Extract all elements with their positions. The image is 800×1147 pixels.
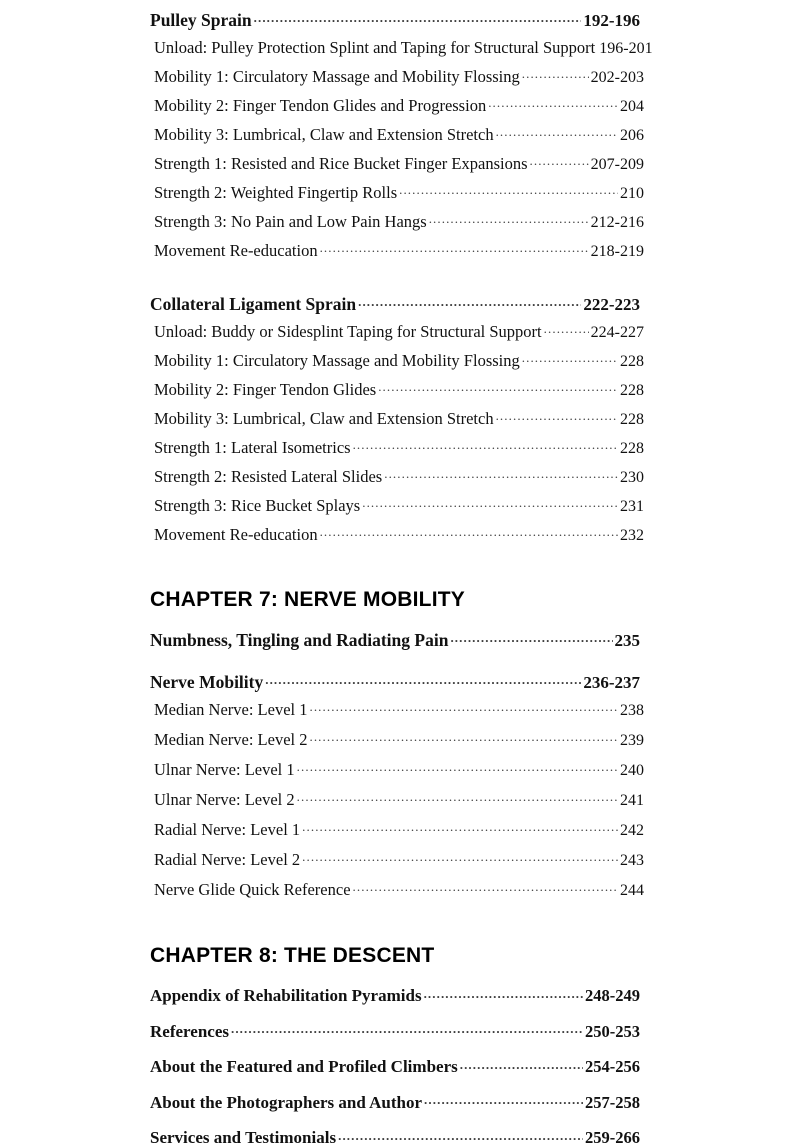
dot-leader	[358, 292, 581, 310]
dot-leader	[297, 788, 618, 805]
toc-entry	[150, 123, 644, 144]
toc-entry	[150, 152, 644, 173]
group-spacer	[150, 268, 640, 290]
dot-leader	[522, 65, 589, 82]
toc-entry-page: 212-216	[590, 213, 644, 231]
toc-entry	[150, 65, 644, 86]
toc-entry-page: 254-256	[585, 1057, 640, 1076]
toc-entry-page: 202-203	[590, 68, 644, 86]
dot-leader	[320, 523, 618, 540]
dot-leader	[488, 94, 618, 111]
toc-entry-label: Appendix of Rehabilitation Pyramids	[150, 986, 422, 1005]
toc-entry-label: Unload: Pulley Protection Splint and Taping for Structural Support	[154, 37, 596, 57]
dot-leader	[522, 349, 618, 366]
toc-entry	[150, 465, 644, 486]
dot-leader	[424, 984, 583, 1001]
toc-entry	[150, 349, 644, 370]
toc-entry-label: Movement Re-education	[154, 524, 318, 544]
toc-entry	[150, 523, 644, 544]
toc-entry-page: 228	[620, 381, 644, 399]
toc-entry-page: 192-196	[583, 10, 640, 30]
toc-entry-label: Mobility 1: Circulatory Massage and Mobility Flossing	[154, 66, 520, 86]
chapter-7-block	[150, 588, 644, 899]
toc-section-head	[150, 1020, 640, 1041]
toc-entry	[150, 378, 644, 399]
toc-entry-page: 222-223	[583, 294, 640, 314]
toc-entry-label: References	[150, 1021, 229, 1041]
dot-leader	[450, 628, 612, 646]
toc-entry-page: 218-219	[590, 242, 644, 260]
toc-entry-label: Movement Re-education	[154, 240, 318, 260]
dot-leader	[530, 152, 589, 169]
toc-entry	[150, 181, 644, 202]
toc-entry-page: 236-237	[583, 672, 640, 692]
toc-entry	[150, 436, 644, 457]
toc-entry-label: Strength 3: No Pain and Low Pain Hangs	[154, 211, 427, 231]
dot-leader	[544, 320, 589, 337]
toc-entry-label: Unload: Buddy or Sidesplint Taping for Structural Support	[154, 321, 542, 341]
toc-entry-page: 230	[620, 468, 644, 486]
toc-entry-page: 239	[620, 731, 644, 749]
toc-entry	[150, 878, 644, 899]
toc-entry-label: Mobility 2: Finger Tendon Glides and Progression	[154, 95, 487, 115]
toc-entry	[150, 494, 644, 515]
dot-leader	[254, 8, 582, 26]
toc-entry-page: 206	[620, 126, 644, 144]
toc-entry-label: Strength 3: Rice Bucket Splays	[154, 495, 361, 515]
toc-entry-label: Mobility 2: Finger Tendon Glides	[154, 379, 377, 399]
chapter-spacer	[150, 552, 640, 588]
toc-entry	[150, 818, 644, 839]
toc-entry-label: Mobility 1: Circulatory Massage and Mobility Flossing	[154, 350, 520, 370]
dot-leader	[353, 878, 618, 895]
toc-entry-page: 242	[620, 821, 644, 839]
toc-entry-page: 243	[620, 851, 644, 869]
chapter-8-block	[150, 944, 640, 1147]
dot-leader	[297, 758, 618, 775]
toc-entry	[150, 728, 644, 749]
toc-entry	[150, 407, 644, 428]
toc-entry	[150, 320, 644, 341]
toc-entry-page: 228	[620, 352, 644, 370]
toc-entry-page: 244	[620, 881, 644, 899]
toc-entry	[150, 758, 644, 779]
dot-leader	[309, 698, 618, 715]
toc-entry	[150, 239, 644, 260]
chapter-spacer	[150, 908, 640, 944]
toc-entry-label: Mobility 3: Lumbrical, Claw and Extension Stretch	[154, 408, 494, 428]
toc-entry-page: 196-201	[599, 39, 653, 57]
toc-entry	[150, 698, 644, 719]
toc-entry-label: Numbness, Tingling and Radiating Pain	[150, 629, 449, 650]
dot-leader	[399, 181, 618, 198]
toc-entry-label: About the Featured and Profiled Climbers	[150, 1057, 458, 1076]
toc-entry-page: 259-266	[585, 1128, 640, 1147]
toc-entry-label: Strength 1: Lateral Isometrics	[154, 437, 351, 457]
dot-leader	[309, 728, 618, 745]
toc-entry-page: 248-249	[585, 986, 640, 1005]
toc-section-head	[150, 8, 640, 29]
toc-entry-label: Nerve Glide Quick Reference	[154, 879, 351, 899]
toc-entry-label: About the Photographers and Author	[150, 1092, 423, 1112]
toc-section-head	[150, 1091, 640, 1112]
toc-entry-page: 224-227	[590, 323, 644, 341]
toc-entry-label: Median Nerve: Level 1	[154, 699, 308, 719]
toc-entry-page: 240	[620, 761, 644, 779]
toc-entry-page: 207-209	[590, 155, 644, 173]
toc-entry-label: Nerve Mobility	[150, 671, 264, 692]
toc-section-head	[150, 628, 640, 649]
toc-entry-page: 232	[620, 526, 644, 544]
dot-leader	[302, 848, 618, 865]
dot-leader	[496, 407, 618, 424]
toc-entry-label: Ulnar Nerve: Level 2	[154, 789, 295, 809]
toc-entry-label: Median Nerve: Level 2	[154, 729, 308, 749]
toc-entry-label: Mobility 3: Lumbrical, Claw and Extension Stretch	[154, 124, 494, 144]
dot-leader	[231, 1020, 583, 1037]
toc-section-head	[150, 1055, 640, 1076]
chapter-7-title: CHAPTER 7: NERVE MOBILITY	[150, 588, 465, 611]
toc-section-head	[150, 1126, 640, 1147]
dot-leader	[496, 123, 618, 140]
toc-entry-page: 231	[620, 497, 644, 515]
toc-entry	[150, 788, 644, 809]
dot-leader	[429, 210, 589, 227]
dot-leader	[362, 494, 618, 511]
toc-entry-page: 235	[614, 630, 640, 650]
toc-entry-label: Ulnar Nerve: Level 1	[154, 759, 295, 779]
toc-entry-label: Radial Nerve: Level 2	[154, 849, 301, 869]
toc-entry-label: Services and Testimonials	[150, 1128, 337, 1147]
toc-entry-page: 210	[620, 184, 644, 202]
toc-entry-page: 228	[620, 410, 644, 428]
toc-entry-page: 241	[620, 791, 644, 809]
toc-section-head	[150, 984, 640, 1005]
dot-leader	[384, 465, 618, 482]
dot-leader	[378, 378, 618, 395]
dot-leader	[338, 1126, 583, 1143]
group-spacer	[150, 656, 640, 668]
toc-entry-label: Strength 1: Resisted and Rice Bucket Finger Expansions	[154, 153, 528, 173]
toc-entry	[150, 210, 644, 231]
dot-leader	[320, 239, 589, 256]
toc-entry-label: Pulley Sprain	[150, 9, 252, 30]
toc-section-head	[150, 670, 640, 691]
dot-leader	[460, 1055, 583, 1072]
toc-entry	[150, 94, 644, 115]
dot-leader	[265, 670, 581, 688]
toc-entry-label: Strength 2: Resisted Lateral Slides	[154, 466, 383, 486]
toc-entry	[150, 36, 653, 57]
dot-leader	[424, 1091, 583, 1108]
toc-entry-label: Radial Nerve: Level 1	[154, 819, 301, 839]
toc-entry-page: 257-258	[585, 1092, 640, 1112]
chapter-8-title: CHAPTER 8: THE DESCENT	[150, 944, 435, 967]
dot-leader	[353, 436, 618, 453]
toc-section-head	[150, 292, 640, 313]
toc-entry-page: 238	[620, 701, 644, 719]
toc-entry-label: Strength 2: Weighted Fingertip Rolls	[154, 182, 398, 202]
toc-entry-page: 228	[620, 439, 644, 457]
toc-entry	[150, 848, 644, 869]
toc-entry-page: 250-253	[585, 1021, 640, 1041]
toc-entry-page: 204	[620, 97, 644, 115]
dot-leader	[302, 818, 618, 835]
toc-entry-label: Collateral Ligament Sprain	[150, 293, 357, 314]
